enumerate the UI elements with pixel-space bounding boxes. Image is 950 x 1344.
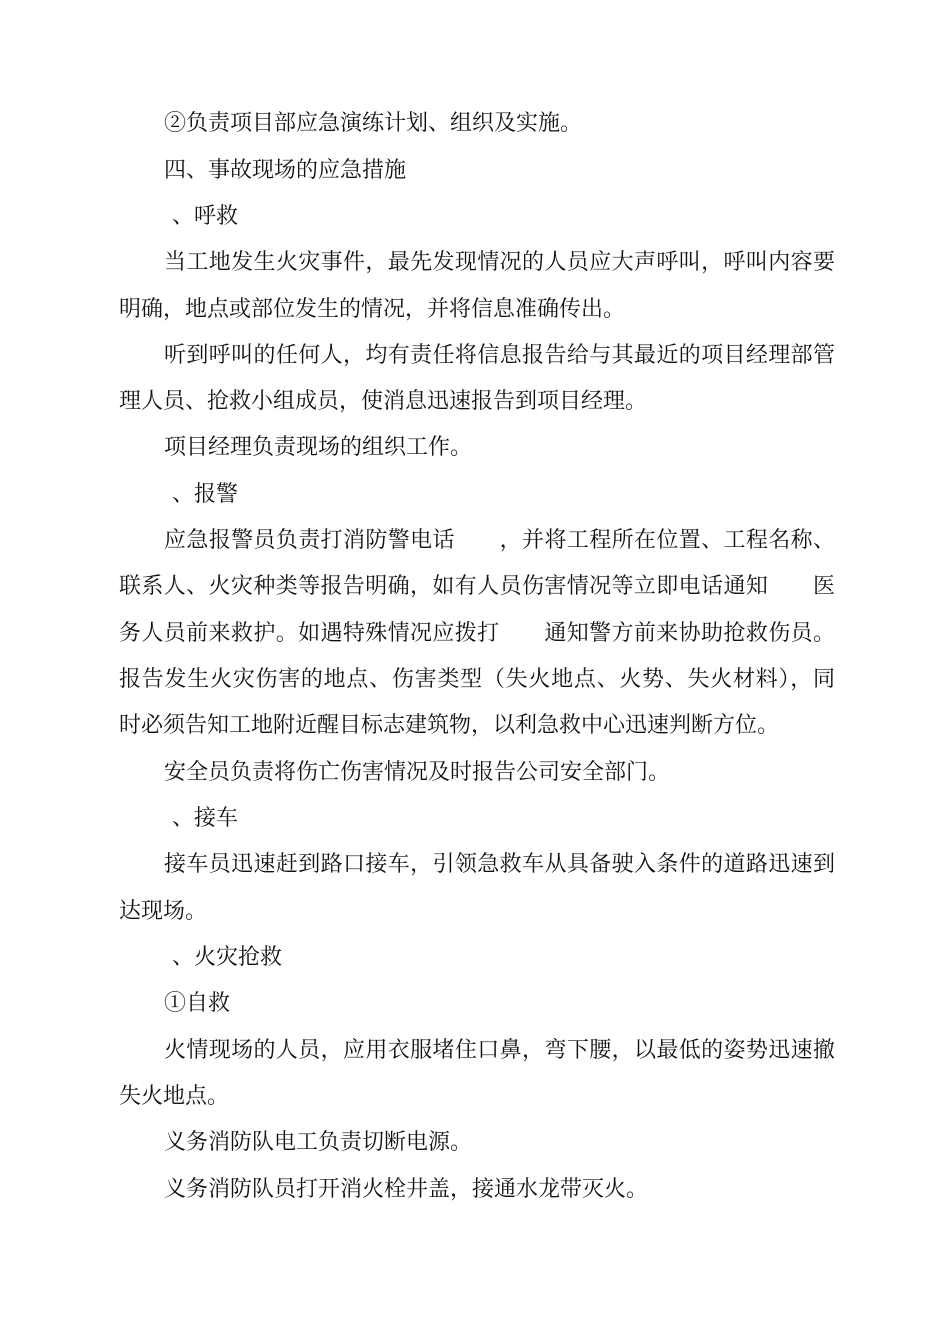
list-item-heading: ①自救	[164, 991, 231, 1016]
paragraph-line: 当工地发生火灾事件，最先发现情况的人员应大声呼叫，呼叫内容要	[164, 250, 835, 275]
paragraph-line: 明确，地点或部位发生的情况，并将信息准确传出。	[119, 297, 626, 322]
paragraph-line: 听到呼叫的任何人，均有责任将信息报告给与其最近的项目经理部管	[164, 343, 835, 368]
paragraph-line: 理人员、抢救小组成员，使消息迅速报告到项目经理。	[119, 389, 648, 414]
paragraph-line: 达现场。	[119, 899, 208, 924]
paragraph-line: 时必须告知工地附近醒目标志建筑物，以利急救中心迅速判断方位。	[119, 713, 780, 738]
paragraph-line: 火情现场的人员，应用衣服堵住口鼻，弯下腰，以最低的姿势迅速撤	[164, 1038, 835, 1063]
paragraph-line: 接车员迅速赶到路口接车，引领急救车从具备驶入条件的道路迅速到	[164, 852, 835, 877]
subsection-heading: 、接车	[172, 806, 239, 831]
subsection-heading: 、火灾抢救	[172, 945, 283, 970]
paragraph-line: 义务消防队员打开消火栓井盖，接通水龙带灭火。	[164, 1177, 649, 1202]
paragraph-line: ②负责项目部应急演练计划、组织及实施。	[164, 111, 583, 136]
paragraph-line: 应急报警员负责打消防警电话 ，并将工程所在位置、工程名称、	[164, 528, 835, 553]
section-heading: 四、事故现场的应急措施	[164, 158, 407, 183]
paragraph-line: 安全员负责将伤亡伤害情况及时报告公司安全部门。	[164, 760, 671, 785]
paragraph-line: 项目经理负责现场的组织工作。	[164, 435, 473, 460]
paragraph-line: 务人员前来救护。如遇特殊情况应拨打 通知警方前来协助抢救伤员。	[119, 621, 835, 646]
paragraph-line: 失火地点。	[119, 1084, 230, 1109]
paragraph-line: 联系人、火灾种类等报告明确，如有人员伤害情况等立即电话通知 医	[119, 574, 835, 599]
subsection-heading: 、报警	[172, 482, 239, 507]
subsection-heading: 、呼救	[172, 204, 239, 229]
paragraph-line: 报告发生火灾伤害的地点、伤害类型（失火地点、火势、失火材料），同	[119, 667, 835, 692]
paragraph-line: 义务消防队电工负责切断电源。	[164, 1130, 473, 1155]
